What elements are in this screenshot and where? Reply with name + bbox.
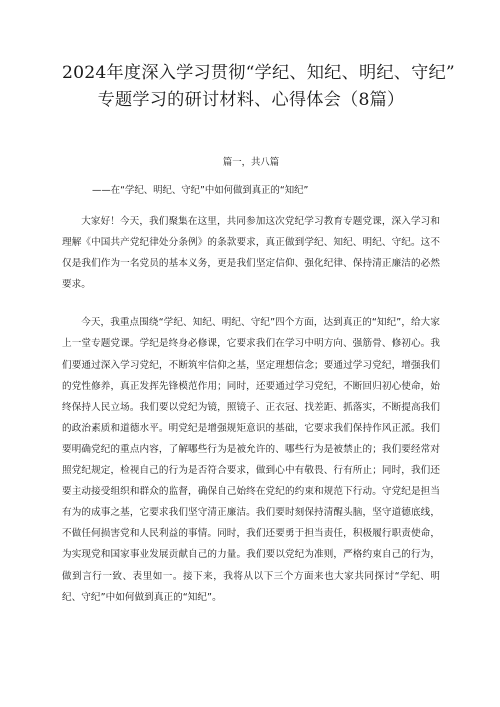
section-label: 篇一，共八篇 (222, 157, 280, 168)
paragraph-1: 大家好！今天，我们聚集在这里，共同参加这次党纪学习教育专题党课，深入学习和理解《中国共产党纪律处分条例》的条款要求，真正做到学纪、知纪、明纪、守纪。这不仅是我们作为一名党员的基本义务，更是我们坚定信仰、强化纪律、保持清正廉洁的必然要求。 (62, 216, 440, 291)
document-title (62, 60, 455, 114)
article-subtitle: ——在“学纪、明纪、守纪”中如何做到真正的“知纪” (92, 185, 309, 196)
title-line-1: 2024年度深入学习贯彻“学纪、知纪、明纪、守纪” (62, 63, 455, 83)
paragraph-2: 今天，我重点围绕“学纪、知纪、明纪、守纪”四个方面，达到真正的“知纪”，给大家上一堂专题党课。学纪是终身必修课，它要求我们在学习中明方向、强筋骨、修初心。我们要通过深入学习党纪，不断筑牢信仰之基，坚定理想信念；要通过学习党纪，增强我们的党性修养，真正发挥先锋模范作用；同时，还要通过学习党纪，不断回归初心使命，始终保持人民立场。我们要以党纪为镜，照镜子、正衣冠、找差距、抓落实，不断提高我们的政治素质和道德水平。明党纪是增强规矩意识的基础，它要求我们保持作风正派。我们要明确党纪的重点内容，了解哪些行为是被允许的、哪些行为是被禁止的；我们要经常对照党纪规定，检视自己的行为是否符合要求，做到心中有敬畏、行有所止；同时，我们还要主动接受组织和群众的监督，确保自己始终在党纪的约束和规范下行动。守党纪是担当有为的成事之基，它要求我们坚守清正廉洁。我们要时刻保持清醒头脑，坚守道德底线，不做任何损害党和人民利益的事情。同时，我们还要勇于担当责任，积极履行职责使命，为实现党和国家事业发展贡献自己的力量。我们要以党纪为准则，严格约束自己的行为，做到言行一致、表里如一。接下来，我将从以下三个方面来也大家共同探讨“学纪、明纪、守纪”中如何做到真正的“知纪”。 (62, 317, 440, 603)
title-line-2: 专题学习的研讨材料、心得体会（8篇） (97, 90, 405, 110)
